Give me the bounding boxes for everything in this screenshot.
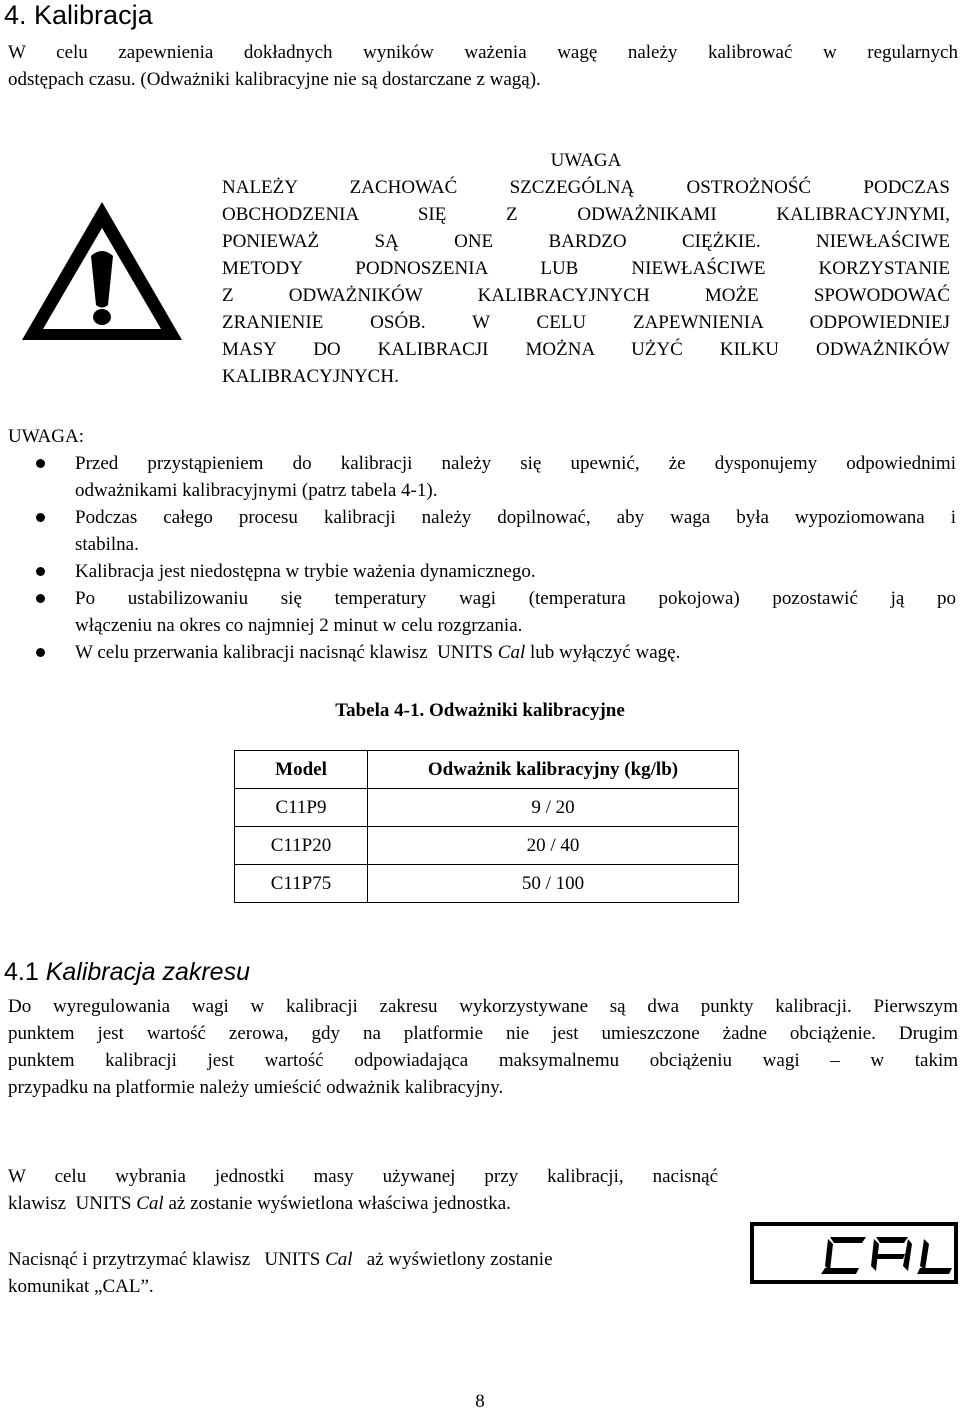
cal-key-label: Cal bbox=[136, 1193, 164, 1214]
subsection-title bbox=[4, 956, 250, 988]
list-item: Podczas całego procesu kalibracji należy dopilnować, aby waga była wypoziomowana i stabilna. bbox=[36, 504, 958, 558]
table-cell: C11P75 bbox=[235, 865, 368, 903]
list-item: W celu przerwania kalibracji nacisnąć klawisz UNITS Cal lub wyłączyć wagę. bbox=[36, 639, 958, 666]
table-cell: 50 / 100 bbox=[368, 865, 739, 903]
table-row bbox=[235, 865, 739, 903]
cal-key-label: Cal bbox=[497, 642, 526, 663]
table-cell: C11P9 bbox=[235, 789, 368, 827]
list-item: Przed przystąpieniem do kalibracji należy się upewnić, że dysponujemy odpowiednimi odważnikami kalibracyjnymi (patrz tabela 4-1). bbox=[36, 450, 958, 504]
list-item: Po ustabilizowaniu się temperatury wagi (temperatura pokojowa) pozostawić ją po włączeniu na okres co najmniej 2 minut w celu rozgrzania. bbox=[36, 585, 958, 639]
warning-line: NALEŻY ZACHOWAĆ SZCZEGÓLNĄ OSTROŻNOŚĆ PODCZAS bbox=[222, 177, 950, 198]
lcd-cal-icon bbox=[754, 1226, 954, 1280]
note-list bbox=[36, 450, 958, 666]
warning-title: UWAGA bbox=[550, 150, 622, 171]
table-cell: C11P20 bbox=[235, 827, 368, 865]
table-header-row bbox=[235, 751, 739, 789]
warning-text bbox=[222, 147, 950, 390]
intro-line: W celu zapewnienia dokładnych wyników ważenia wagę należy kalibrować w regularnych bbox=[8, 42, 958, 63]
subsection-number: 4.1 bbox=[4, 958, 39, 986]
warning-line: ZRANIENIE OSÓB. W CELU ZAPEWNIENIA ODPOWIEDNIEJ bbox=[222, 312, 950, 333]
section-title: 4. Kalibracja bbox=[4, 0, 153, 30]
table-cell: 9 / 20 bbox=[368, 789, 739, 827]
warning-line: METODY PODNOSZENIA LUB NIEWŁAŚCIWE KORZYSTANIE bbox=[222, 258, 950, 279]
lcd-display bbox=[750, 1222, 958, 1284]
warning-line: MASY DO KALIBRACJI MOŻNA UŻYĆ KILKU ODWAŻNIKÓW bbox=[222, 339, 950, 360]
table-title: Tabela 4-1. Odważniki kalibracyjne bbox=[335, 700, 625, 721]
column-header: Model bbox=[235, 751, 368, 789]
column-header: Odważnik kalibracyjny (kg/lb) bbox=[368, 751, 739, 789]
page-number: 8 bbox=[475, 1391, 485, 1412]
table-row bbox=[235, 789, 739, 827]
units-key-label: UNITS bbox=[437, 642, 494, 663]
bullet-icon bbox=[36, 567, 45, 576]
bullet-icon bbox=[36, 459, 45, 468]
units-key-label: UNITS bbox=[75, 1193, 132, 1214]
table-row bbox=[235, 827, 739, 865]
cal-key-label: Cal bbox=[325, 1249, 353, 1270]
subsection-title-text: Kalibracja zakresu bbox=[45, 958, 250, 986]
warning-line: Z ODWAŻNIKÓW KALIBRACYJNYCH MOŻE SPOWODOWAĆ bbox=[222, 285, 950, 306]
step-select-unit: W celu wybrania jednostki masy używanej przy kalibracji, nacisnąć klawisz UNITS Cal aż zostanie wyświetlona właściwa jednostka. bbox=[8, 1166, 718, 1214]
bullet-icon bbox=[36, 513, 45, 522]
note-label: UWAGA: bbox=[8, 426, 84, 447]
intro-line: odstępach czasu. (Odważniki kalibracyjne nie są dostarczane z wagą). bbox=[8, 69, 541, 90]
step-hold-key: Nacisnąć i przytrzymać klawisz UNITS Cal aż wyświetlony zostanie komunikat „CAL”. bbox=[8, 1249, 553, 1297]
table-cell: 20 / 40 bbox=[368, 827, 739, 865]
calibration-weights-table bbox=[234, 750, 739, 903]
warning-line: KALIBRACYJNYCH. bbox=[222, 366, 399, 387]
subsection-paragraph: Do wyregulowania wagi w kalibracji zakresu wykorzystywane są dwa punkty kalibracji. Pierwszym punktem jest wartość zerowa, gdy na platformie nie jest umieszczone żadne obciążenie. Drugim punktem kalibracji jest wartość odpowiadająca maksymalnemu obciążeniu wagi – w takim przypadku na platformie należy umieścić odważnik kalibracyjny. bbox=[8, 996, 958, 1098]
warning-triangle-exclamation-icon bbox=[18, 198, 186, 344]
bullet-icon bbox=[36, 594, 45, 603]
warning-line: OBCHODZENIA SIĘ Z ODWAŻNIKAMI KALIBRACYJNYMI, bbox=[222, 204, 950, 225]
bullet-icon bbox=[36, 648, 45, 657]
list-item: Kalibracja jest niedostępna w trybie ważenia dynamicznego. bbox=[36, 558, 958, 585]
intro-paragraph bbox=[8, 39, 958, 93]
warning-line: PONIEWAŻ SĄ ONE BARDZO CIĘŻKIE. NIEWŁAŚCIWE bbox=[222, 231, 950, 252]
units-key-label: UNITS bbox=[264, 1249, 321, 1270]
